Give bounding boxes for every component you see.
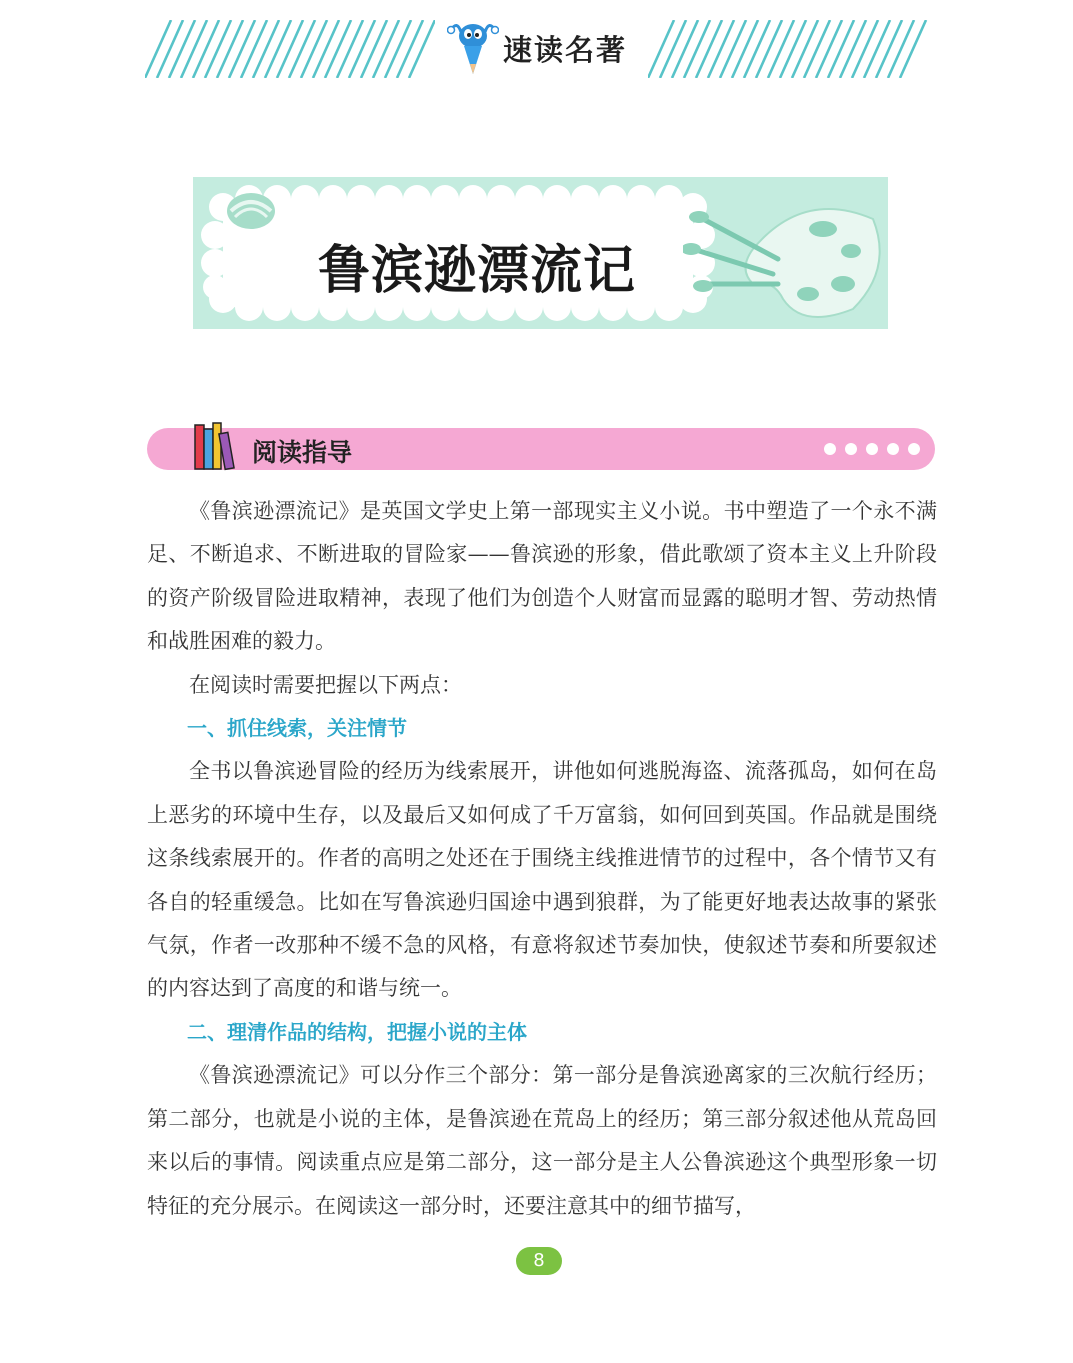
- section-title: 阅读指导: [252, 438, 353, 467]
- subheading: 二、理清作品的结构，把握小说的主体: [187, 1019, 527, 1044]
- candy-icon: [221, 187, 281, 233]
- header-stripes-right: [648, 20, 930, 78]
- subheading: 一、抓住线索，关注情节: [187, 716, 407, 741]
- page-number-badge: 8: [516, 1247, 562, 1275]
- books-icon: [191, 419, 237, 471]
- pencil-mascot-icon: [447, 18, 499, 76]
- decorative-dots: [822, 441, 922, 457]
- paragraph: 《鲁滨逊漂流记》可以分作三个部分：第一部分是鲁滨逊离家的三次航行经历；第二部分，也就是小说的主体，是鲁滨逊在荒岛上的经历；第三部分叙述他从荒岛回来以后的事情。阅读重点应是第二部分，这一部分是主人公鲁滨逊这个典型形象一切特征的充分展示。在阅读这一部分时，还要注意其中的细节描写，: [147, 1063, 937, 1218]
- book-title: 鲁滨逊漂流记: [318, 241, 637, 301]
- article-body: [147, 490, 937, 1228]
- paragraph: 《鲁滨逊漂流记》是英国文学史上第一部现实主义小说。书中塑造了一个永不满足、不断追求、不断进取的冒险家——鲁滨逊的形象，借此歌颂了资本主义上升阶段的资产阶级冒险进取精神，表现了他们为创造个人财富而显露的聪明才智、劳动热情和战胜困难的毅力。: [147, 499, 937, 654]
- header-title: 速读名著: [503, 33, 628, 67]
- header-stripes-left: [145, 20, 435, 78]
- paragraph: 全书以鲁滨逊冒险的经历为线索展开，讲他如何逃脱海盗、流落孤岛，如何在岛上恶劣的环境中生存，以及最后又如何成了千万富翁，如何回到英国。作品就是围绕这条线索展开的。作者的高明之处还在于围绕主线推进情节的过程中，各个情节又有各自的轻重缓急。比如在写鲁滨逊归国途中遇到狼群，为了能更好地表达故事的紧张气氛，作者一改那种不缓不急的风格，有意将叙述节奏加快，使叙述节奏和所要叙述的内容达到了高度的和谐与统一。: [147, 759, 937, 1001]
- page-header: [0, 0, 1073, 90]
- palette-icon: [683, 189, 888, 324]
- paragraph: 在阅读时需要把握以下两点：: [189, 672, 462, 697]
